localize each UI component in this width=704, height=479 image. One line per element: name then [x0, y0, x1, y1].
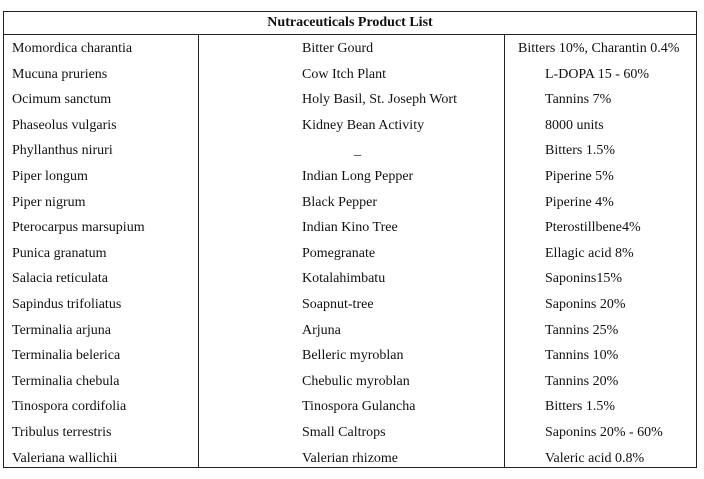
- marker-compound-cell: Saponins15%: [545, 271, 622, 287]
- table-row: [4, 215, 696, 241]
- common-name-cell: Kotalahimbatu: [302, 271, 386, 287]
- table-row: [4, 164, 696, 190]
- table-row: [4, 190, 696, 216]
- botanical-name-cell: Phaseolus vulgaris: [12, 117, 117, 133]
- marker-compound-cell: Tannins 25%: [545, 322, 619, 338]
- table-row: [4, 292, 696, 318]
- marker-compound-cell: Saponins 20%: [545, 296, 626, 312]
- table-row: [4, 394, 696, 420]
- product-table: [3, 11, 697, 468]
- common-name-cell: Soapnut-tree: [302, 296, 374, 312]
- botanical-name-cell: Mucuna pruriens: [12, 66, 108, 82]
- botanical-name-cell: Piper nigrum: [12, 194, 86, 210]
- marker-compound-cell: Tannins 7%: [545, 92, 612, 108]
- botanical-name-cell: Tinospora cordifolia: [12, 399, 127, 415]
- marker-compound-cell: Ellagic acid 8%: [545, 245, 634, 261]
- botanical-name-cell: Momordica charantia: [12, 41, 133, 56]
- table-row: [4, 36, 696, 62]
- botanical-name-cell: Phyllanthus niruri: [12, 143, 113, 159]
- table-row: [4, 113, 696, 139]
- table-row: [4, 446, 696, 472]
- botanical-name-cell: Terminalia belerica: [12, 348, 121, 364]
- botanical-name-cell: Terminalia arjuna: [12, 322, 111, 338]
- marker-compound-cell: Bitters 1.5%: [545, 143, 615, 159]
- botanical-name-cell: Sapindus trifoliatus: [12, 296, 122, 312]
- common-name-cell: Black Pepper: [302, 194, 378, 210]
- marker-compound-cell: Piperine 4%: [545, 194, 614, 210]
- common-name-cell: Valerian rhizome: [302, 450, 399, 466]
- botanical-name-cell: Tribulus terrestris: [12, 424, 112, 440]
- common-name-cell: Kidney Bean Activity: [302, 117, 425, 133]
- table-title: Nutraceuticals Product List: [4, 12, 696, 35]
- botanical-name-cell: Valeriana wallichii: [12, 450, 118, 466]
- table-row: [4, 62, 696, 88]
- table-row: [4, 343, 696, 369]
- marker-compound-cell: Bitters 10%, Charantin 0.4%: [518, 41, 680, 56]
- botanical-name-cell: Pterocarpus marsupium: [12, 220, 145, 236]
- marker-compound-cell: Piperine 5%: [545, 168, 614, 184]
- common-name-cell: _: [354, 143, 361, 159]
- common-name-cell: Bitter Gourd: [302, 41, 374, 56]
- common-name-cell: Indian Kino Tree: [302, 220, 398, 236]
- marker-compound-cell: Tannins 20%: [545, 373, 619, 389]
- marker-compound-cell: Tannins 10%: [545, 348, 619, 364]
- common-name-cell: Chebulic myroblan: [302, 373, 410, 389]
- botanical-name-cell: Punica granatum: [12, 245, 107, 261]
- table-row: [4, 318, 696, 344]
- common-name-cell: Small Caltrops: [302, 424, 386, 440]
- common-name-cell: Holy Basil, St. Joseph Wort: [302, 92, 457, 108]
- table-row: [4, 266, 696, 292]
- common-name-cell: Indian Long Pepper: [302, 168, 414, 184]
- marker-compound-cell: Saponins 20% - 60%: [545, 424, 663, 440]
- marker-compound-cell: L-DOPA 15 - 60%: [545, 66, 650, 82]
- table-row: [4, 369, 696, 395]
- marker-compound-cell: Valeric acid 0.8%: [545, 450, 645, 466]
- marker-compound-cell: Bitters 1.5%: [545, 399, 615, 415]
- table-row: [4, 138, 696, 164]
- common-name-cell: Belleric myroblan: [302, 348, 404, 364]
- common-name-cell: Pomegranate: [302, 245, 376, 261]
- botanical-name-cell: Ocimum sanctum: [12, 92, 112, 108]
- table-row: [4, 87, 696, 113]
- common-name-cell: Arjuna: [302, 322, 341, 338]
- table-row: [4, 420, 696, 446]
- table-row: [4, 241, 696, 267]
- botanical-name-cell: Salacia reticulata: [12, 271, 108, 287]
- table-body: [4, 36, 696, 471]
- botanical-name-cell: Piper longum: [12, 168, 88, 184]
- common-name-cell: Tinospora Gulancha: [302, 399, 416, 415]
- botanical-name-cell: Terminalia chebula: [12, 373, 120, 389]
- marker-compound-cell: 8000 units: [545, 117, 604, 133]
- marker-compound-cell: Pterostillbene4%: [545, 220, 641, 236]
- common-name-cell: Cow Itch Plant: [302, 66, 386, 82]
